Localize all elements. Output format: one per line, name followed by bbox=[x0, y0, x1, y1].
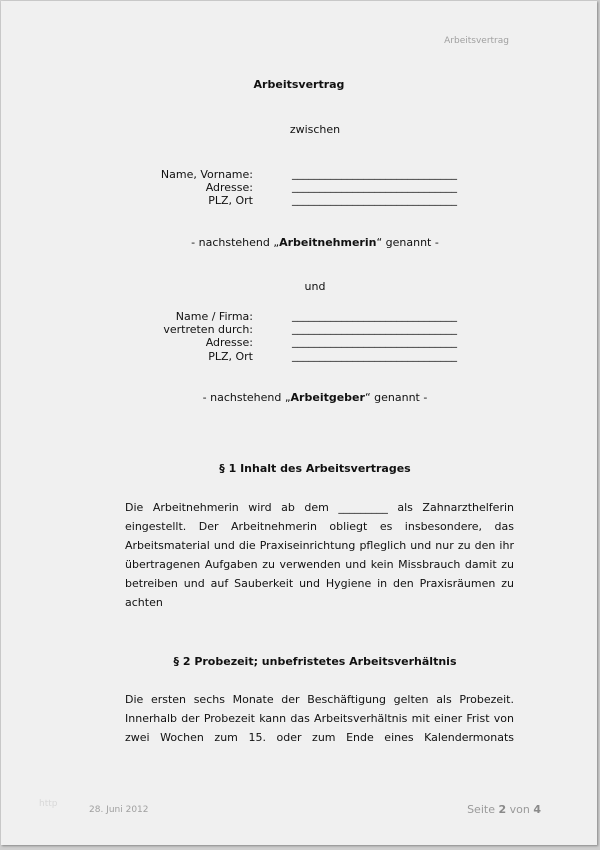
section-2-paragraph bbox=[125, 690, 514, 747]
party1-role-line bbox=[17, 236, 600, 249]
field-label-company: Name / Firma: bbox=[175, 310, 253, 323]
section-1-line: Arbeitsmaterial und die Praxiseinrichtung pfleglich und nur zu den ihr bbox=[125, 539, 514, 552]
section-1-line: betreiben und auf Sauberkeit und Hygiene in den Praxisräumen zu bbox=[125, 577, 514, 590]
field-label-represented: vertreten durch: bbox=[163, 323, 253, 336]
section-2-line: Innerhalb der Probezeit kann das Arbeitsverhältnis mit einer Frist von bbox=[125, 712, 514, 725]
party2-role-prefix: - nachstehend „ bbox=[202, 391, 291, 404]
between-text: zwischen bbox=[289, 123, 341, 136]
field-label-name: Name, Vorname: bbox=[160, 168, 253, 181]
document-page bbox=[1, 1, 597, 845]
page-of-word: von bbox=[509, 803, 530, 816]
field-label-zip-city-2: PLZ, Ort bbox=[208, 350, 253, 363]
page-current: 2 bbox=[498, 803, 507, 816]
party1-role-name: Arbeitnehmerin bbox=[279, 236, 377, 249]
party1-role-suffix: “ genannt - bbox=[376, 236, 439, 249]
field-blank-company: ______________________________ bbox=[292, 309, 457, 322]
field-blank-represented: ______________________________ bbox=[292, 322, 457, 335]
running-header: Arbeitsvertrag bbox=[444, 36, 509, 46]
section-1-line: eingestellt. Der Arbeitnehmerin obliegt es insbesondere, das bbox=[125, 520, 514, 533]
section-2-title: § 2 Probezeit; unbefristetes Arbeitsverhältnis bbox=[173, 655, 457, 668]
page-word: Seite bbox=[467, 803, 495, 816]
document-title: Arbeitsvertrag bbox=[253, 78, 345, 91]
field-label-zip-city: PLZ, Ort bbox=[208, 194, 253, 207]
field-blank-zip-city-2: ______________________________ bbox=[292, 349, 457, 362]
party1-role-prefix: - nachstehend „ bbox=[191, 236, 280, 249]
party2-role-suffix: “ genannt - bbox=[364, 391, 428, 404]
footer-watermark: http bbox=[39, 799, 58, 809]
party2-role-line bbox=[17, 391, 600, 404]
field-label-address-2: Adresse: bbox=[205, 336, 253, 349]
section-1-title: § 1 Inhalt des Arbeitsvertrages bbox=[219, 462, 411, 475]
section-2-line: Die ersten sechs Monate der Beschäftigung gelten als Probezeit. bbox=[125, 693, 514, 706]
footer-date: 28. Juni 2012 bbox=[89, 805, 149, 815]
field-blank-name: ______________________________ bbox=[292, 167, 457, 180]
section-1-paragraph bbox=[125, 498, 514, 612]
section-1-line: übertragenen Aufgaben zu verwenden und kein Missbrauch damit zu bbox=[125, 558, 514, 571]
field-blank-zip-city: ______________________________ bbox=[292, 193, 457, 206]
section-1-line: Die Arbeitnehmerin wird ab dem _________ als Zahnarzthelferin bbox=[125, 501, 514, 514]
section-2-line: zwei Wochen zum 15. oder zum Ende eines Kalendermonats bbox=[125, 731, 514, 744]
and-text: und bbox=[304, 280, 326, 293]
page-number bbox=[467, 803, 541, 816]
field-blank-address: ______________________________ bbox=[292, 180, 457, 193]
field-blank-address-2: ______________________________ bbox=[292, 335, 457, 348]
section-1-line: achten bbox=[125, 596, 163, 609]
party2-role-name: Arbeitgeber bbox=[290, 391, 365, 404]
page-total: 4 bbox=[533, 803, 541, 816]
field-label-address: Adresse: bbox=[205, 181, 253, 194]
